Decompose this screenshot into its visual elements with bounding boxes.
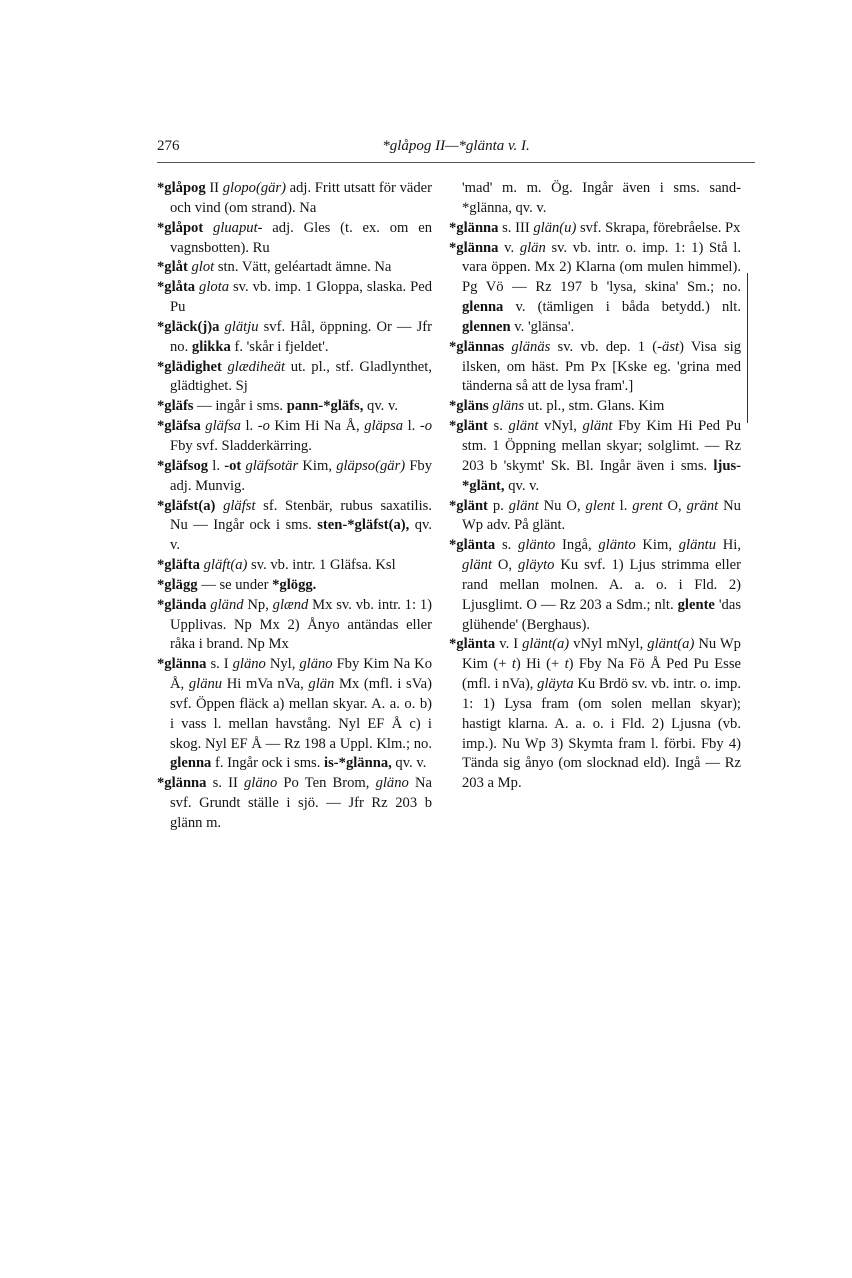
dialect-form: t — [564, 656, 569, 673]
entry-text: s. — [487, 418, 509, 435]
dialect-form: gläntu — [678, 537, 717, 554]
entry-text: Nyl, — [265, 656, 300, 673]
dialect-form: glän(u) — [533, 219, 577, 236]
headword: *gläfst(a) — [157, 497, 216, 514]
dictionary-entry — [157, 774, 432, 834]
entry-text: sf. Stenbär, rubus saxatilis. Nu — Ingår ock i sms. — [170, 497, 432, 534]
entry-text: 'mad' m. m. Ög. Ingår även i sms. sand-*glänna, qv. v. — [462, 180, 741, 216]
entry-text: Nu Wp adv. På glänt. — [462, 497, 741, 534]
headword: *glåt — [157, 259, 188, 276]
dialect-form: t — [511, 656, 516, 673]
entry-text: v. 'glänsa'. — [510, 318, 575, 335]
dictionary-entry — [157, 576, 432, 596]
cross-reference: pann-*gläfs, — [286, 398, 364, 415]
cross-reference: sten-*gläfst(a), — [317, 517, 410, 534]
entry-text: Nu Wp Kim (+ — [462, 636, 741, 673]
entry-text: Fby Kim Na Ko Å, — [170, 656, 432, 693]
entry-text: Hi, — [716, 537, 741, 554]
dictionary-entry — [157, 219, 432, 259]
dialect-form: gläfsotär — [245, 457, 299, 474]
page-header — [157, 138, 755, 164]
dictionary-entry — [449, 397, 741, 417]
dialect-form: glänt — [508, 497, 539, 514]
dictionary-entry — [449, 219, 741, 239]
dictionary-entry — [449, 635, 741, 794]
page-number: 276 — [157, 138, 180, 154]
dictionary-entry — [157, 596, 432, 656]
entry-text: l. — [403, 418, 420, 435]
entry-text: v. — [498, 239, 520, 256]
dialect-form: glänt(a) — [522, 636, 570, 653]
dialect-form: gläns — [492, 398, 525, 415]
entry-text: vNyl mNyl, — [569, 636, 648, 653]
dictionary-entry — [157, 318, 432, 358]
cross-reference: *glögg. — [272, 576, 317, 593]
entry-text: Fby svf. Sladderkärring. — [170, 437, 312, 454]
dialect-form: glænd — [272, 596, 309, 613]
entry-text: Hi mVa nVa, — [222, 676, 309, 693]
entry-text: stn. Vätt, geléartadt ämne. Na — [214, 259, 392, 276]
dictionary-entry — [157, 397, 432, 417]
dialect-form: gläfst — [223, 497, 256, 514]
entry-text: adj. Fritt utsatt för väder och vind (om strand). Na — [170, 180, 432, 216]
headword: *gläns — [449, 398, 489, 415]
cross-reference: glikka — [191, 338, 231, 355]
dialect-form: glänt — [508, 418, 539, 435]
dictionary-entry — [449, 536, 741, 635]
dialect-form: -o — [419, 418, 433, 435]
headword: *glänt — [449, 418, 488, 435]
entry-text: Kim Hi Na Å, — [269, 418, 365, 435]
cross-reference: glenna — [170, 755, 212, 772]
headword: *glåpot — [157, 219, 204, 236]
dialect-form: glänto — [598, 537, 636, 554]
entry-text: ut. pl., stm. Glans. Kim — [524, 398, 665, 415]
entry-text: 'das glühende' (Berghaus). — [462, 596, 742, 633]
dictionary-entry — [157, 179, 432, 219]
headword: *glänta — [449, 537, 496, 554]
dictionary-entry — [157, 556, 432, 576]
dialect-form: gländ — [210, 596, 244, 613]
entry-text: Fby Kim Hi Ped Pu stm. 1 Öppning mellan skyar; solglimt. — Rz 203 b 'skymt' Sk. Bl. Ingår även i sms. — [462, 418, 742, 474]
headword: *glända — [157, 596, 207, 613]
dialect-form: glänt — [582, 418, 613, 435]
headword: *gläfsa — [157, 418, 201, 435]
dialect-form: -äst — [657, 338, 680, 355]
dialect-form: glätju — [224, 318, 259, 335]
dialect-form: gläno — [232, 656, 266, 673]
dialect-form: glota — [199, 279, 230, 296]
entry-text: Ingå, — [555, 537, 599, 554]
headword: *gläfs — [157, 398, 194, 415]
dialect-form: grent — [632, 497, 663, 514]
entry-text: — ingår i sms. — [193, 398, 287, 415]
entry-text: O, — [492, 557, 518, 574]
cross-reference: ljus-*glänt, — [462, 457, 741, 494]
entry-text: s. III — [498, 219, 534, 236]
headword: *gläfta — [157, 557, 200, 574]
dialect-form: gränt — [686, 497, 719, 514]
entry-text: ut. pl., stf. Gladlynthet, glädtighet. Sj — [170, 358, 432, 395]
entry-text: svf. Skrapa, förebråelse. Px — [576, 219, 741, 236]
entry-text: s. — [495, 537, 519, 554]
dialect-form: glänu — [188, 676, 223, 693]
entry-text: Np, — [243, 596, 273, 613]
dialect-form: glän — [308, 676, 335, 693]
headword: *glänt — [449, 497, 488, 514]
headword: *glänna — [157, 656, 207, 673]
margin-line — [747, 273, 748, 423]
entry-text: s. I — [206, 656, 233, 673]
entry-text: l. — [208, 457, 225, 474]
dialect-form: gläpsa — [364, 418, 404, 435]
headword: *glänta — [449, 636, 496, 653]
entry-text: f. 'skår i fjeldet'. — [230, 338, 329, 355]
dictionary-entry — [449, 417, 741, 496]
headword: *glänna — [449, 219, 499, 236]
entry-text: Fby adj. Munvig. — [170, 457, 433, 494]
dialect-form: gläpso(gär) — [336, 457, 406, 474]
dialect-form: glänt(a) — [647, 636, 695, 653]
entry-text: f. Ingår ock i sms. — [211, 755, 325, 772]
dialect-form: gläno — [375, 775, 409, 792]
dialect-form: gläno — [299, 656, 333, 673]
entry-text: Mx sv. vb. intr. 1: 1) Upplivas. Np Mx 2) Ånyo antändas eller råka i brand. Np Mx — [170, 596, 432, 653]
dictionary-entry — [157, 278, 432, 318]
entry-text: v. (tämligen i båda betydd.) nlt. — [503, 299, 741, 316]
headword: *glåta — [157, 279, 196, 296]
dictionary-entry — [157, 655, 432, 774]
cross-reference: is-*glänna, — [324, 755, 392, 772]
dictionary-entry — [449, 239, 741, 338]
entry-text: l. — [614, 497, 633, 514]
headword: *glåpog — [157, 180, 206, 196]
dialect-form: gläfsa — [205, 418, 241, 435]
entry-text: Ku svf. 1) Ljus strimma eller rand mellan molnen. A. a. o. i Fld. 2) Ljusglimt. O — Rz 203 a Sdm.; nlt. — [462, 557, 741, 613]
entry-text: Nu O, — [538, 497, 586, 514]
entry-text: qv. v. — [363, 398, 398, 415]
headword: *glännas — [449, 338, 505, 355]
entry-text: p. — [487, 497, 509, 514]
entry-text — [203, 220, 213, 236]
entry-text: Po Ten Brom, — [277, 775, 376, 792]
cross-reference: glenna — [462, 299, 504, 316]
entry-text: s. II — [206, 775, 244, 792]
entry-text: sv. vb. imp. 1 Gloppa, slaska. Ped Pu — [170, 279, 432, 316]
dictionary-entry — [157, 417, 432, 457]
entry-text: sv. vb. intr. 1 Gläfsa. Ksl — [247, 557, 396, 574]
headword: *glädighet — [157, 358, 222, 375]
entry-text: qv. v. — [170, 517, 432, 554]
dialect-form: glopo(gär) — [222, 180, 286, 196]
right-column — [449, 179, 741, 794]
entry-text: ) Hi (+ — [515, 656, 565, 673]
entry-text: qv. v. — [504, 477, 540, 494]
cross-reference: glente — [677, 596, 715, 613]
dictionary-entry — [157, 258, 432, 278]
entry-text: qv. v. — [391, 755, 427, 772]
dialect-form: -o — [257, 418, 270, 435]
headword: *gläfsog — [157, 457, 209, 474]
headword: *glänna — [157, 775, 207, 792]
dialect-form: glänt — [462, 557, 492, 574]
running-title: *glåpog II—*glänta v. I. — [382, 138, 530, 154]
entry-continuation — [449, 179, 741, 219]
headword: *gläck(j)a — [157, 318, 220, 335]
entry-text: vNyl, — [538, 418, 583, 435]
entry-text: svf. Hål, öppning. Or — Jfr no. — [170, 318, 432, 355]
entry-text: Kim, — [635, 537, 679, 554]
dictionary-entry — [449, 497, 741, 537]
dialect-form: glänto — [518, 537, 556, 554]
entry-text: v. I — [495, 636, 523, 653]
dialect-form: gläyto — [517, 557, 555, 574]
dialect-form: glänäs — [511, 338, 551, 355]
entry-text: Ku Brdö sv. vb. intr. o. imp. 1: 1) Lysa fram (om solen mellan skyar); hastigt klarna. A. a. o. i Fld. 2) Ljusna (vb. imp.). Nu Wp 3) Skymta fram l. förbi. Fby 4) Tända sig ånyo (om slocknad eld). Ingå — Rz 203 a Mp. — [462, 676, 741, 792]
headword: *glägg — [157, 576, 198, 593]
entry-text: ) Fby Na Fö Å Ped Pu Esse (mfl. i nVa), — [462, 656, 741, 693]
entry-text: II — [205, 180, 223, 196]
entry-text: Mx (mfl. i sVa) svf. Öppen fläck a) mellan skyar. A. a. o. b) i vass l. mellan havstång. Nyl EF Å c) i skog. Nyl EF Å — Rz 198 a Uppl. Klm.; no. — [170, 676, 432, 752]
dictionary-entry — [157, 497, 432, 557]
entry-text: Na svf. Grundt ställe i sjö. — Jfr Rz 203 b glänn m. — [170, 775, 432, 831]
left-column — [157, 179, 432, 834]
dialect-form: gluaput- — [213, 219, 263, 236]
dictionary-entry — [449, 338, 741, 398]
dialect-form: glædiheät — [227, 358, 286, 375]
dictionary-entry — [157, 457, 432, 497]
dialect-form: glot — [191, 259, 215, 276]
entry-text: O, — [662, 497, 687, 514]
entry-text: l. — [240, 418, 258, 435]
cross-reference: glennen — [462, 318, 511, 335]
dialect-form: glent — [585, 497, 615, 514]
dialect-form: glän — [519, 239, 546, 256]
dictionary-entry — [157, 358, 432, 398]
entry-text: ) Visa sig ilsken, om häst. Pm Px [Kske eg. 'grina med tänderna så att de lysa fram'.] — [462, 338, 741, 395]
headword: *glänna — [449, 239, 499, 256]
entry-text: sv. vb. dep. 1 ( — [550, 338, 658, 355]
dialect-form: gläft(a) — [203, 557, 248, 574]
entry-text: adj. Gles (t. ex. om en vagnsbotten). Ru — [170, 219, 432, 256]
dialect-form: gläno — [244, 775, 278, 792]
header-rule — [157, 162, 755, 163]
cross-reference: -ot — [224, 457, 242, 474]
entry-text: Kim, — [298, 457, 337, 474]
dialect-form: gläyta — [537, 676, 574, 693]
entry-text: — se under — [197, 576, 273, 593]
entry-text: sv. vb. intr. o. imp. 1: 1) Stå l. vara öppen. Mx 2) Klarna (om mulen himmel). Pg Vö — Rz 197 b 'lysa, skina' Sm.; no. — [462, 239, 741, 296]
entry-text — [215, 498, 223, 514]
